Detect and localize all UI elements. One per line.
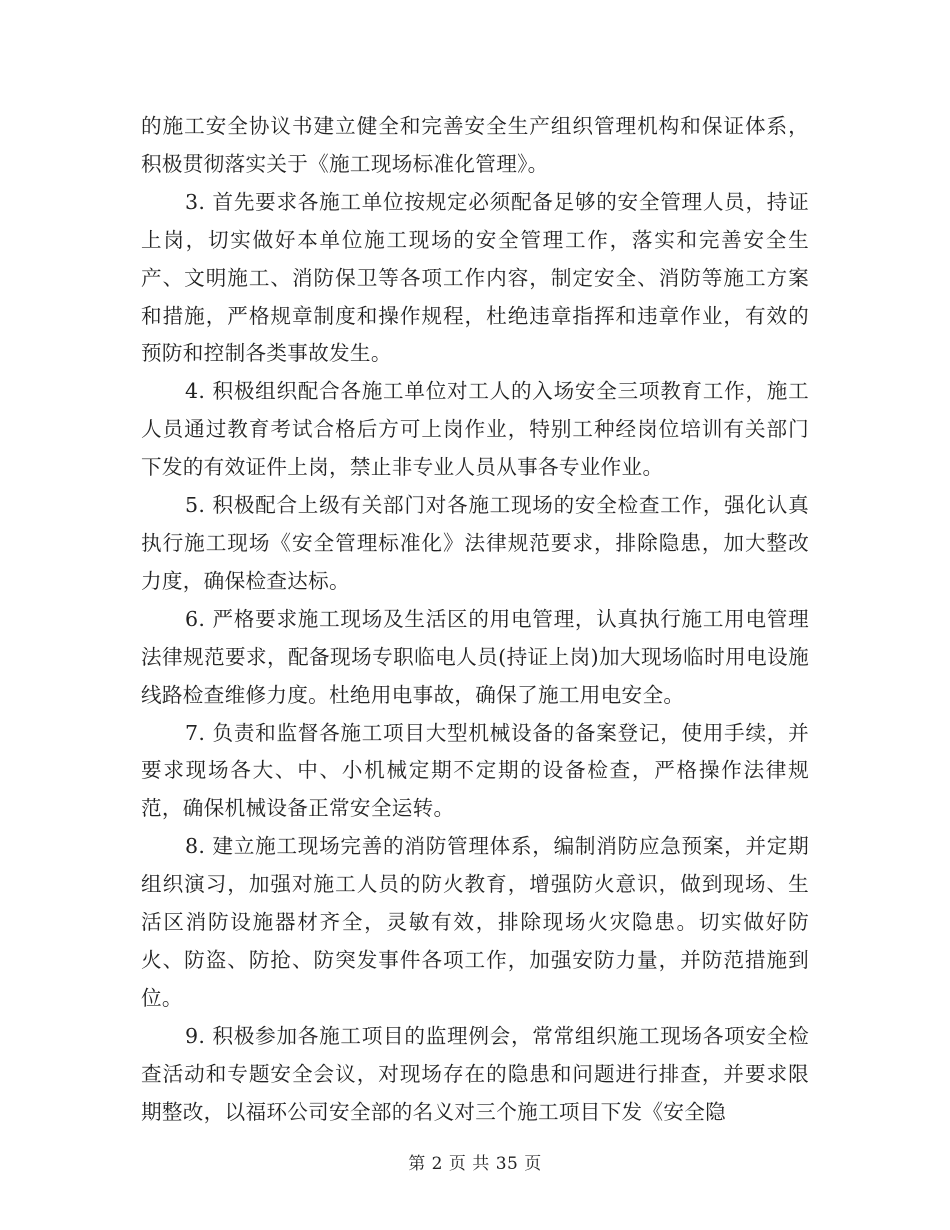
paragraph-item-3: 3. 首先要求各施工单位按规定必须配备足够的安全管理人员，持证上岗，切实做好本单位施工现场的安全管理工作，落实和完善安全生产、文明施工、消防保卫等各项工作内容，制定安全、消防等施工方案和措施，严格规章制度和操作规程，杜绝违章指挥和违章作业，有效的预防和控制各类事故发生。 xyxy=(141,189,809,366)
paragraph-item-6: 6. 严格要求施工现场及生活区的用电管理，认真执行施工用电管理法律规范要求，配备现场专职临电人员(持证上岗)加大现场临时用电设施线路检查维修力度。杜绝用电事故，确保了施工用电安全。 xyxy=(141,606,809,707)
document-body xyxy=(141,108,809,1131)
paragraph-item-5: 5. 积极配合上级有关部门对各施工现场的安全检查工作，强化认真执行施工现场《安全管理标准化》法律规范要求，排除隐患，加大整改力度，确保检查达标。 xyxy=(141,493,809,593)
paragraph-item-9: 9. 积极参加各施工项目的监理例会，常常组织施工现场各项安全检查活动和专题安全会议，对现场存在的隐患和问题进行排查，并要求限期整改，以福环公司安全部的名义对三个施工项目下发《安全隐 xyxy=(141,1023,809,1124)
paragraph-item-4: 4. 积极组织配合各施工单位对工人的入场安全三项教育工作，施工人员通过教育考试合格后方可上岗作业，特别工种经岗位培训有关部门下发的有效证件上岗，禁止非专业人员从事各专业作业。 xyxy=(141,379,809,480)
paragraph-continuation: 的施工安全协议书建立健全和完善安全生产组织管理机构和保证体系，积极贯彻落实关于《施工现场标准化管理》。 xyxy=(141,114,809,176)
paragraph-item-8: 8. 建立施工现场完善的消防管理体系，编制消防应急预案，并定期组织演习，加强对施工人员的防火教育，增强防火意识，做到现场、生活区消防设施器材齐全，灵敏有效，排除现场火灾隐患。切实做好防火、防盗、防抢、防突发事件各项工作，加强安防力量，并防范措施到位。 xyxy=(141,834,809,1010)
paragraph-item-7: 7. 负责和监督各施工项目大型机械设备的备案登记，使用手续，并要求现场各大、中、小机械定期不定期的设备检查，严格操作法律规范，确保机械设备正常安全运转。 xyxy=(141,720,809,821)
page-number-footer: 第 2 页 共 35 页 xyxy=(408,1154,542,1174)
